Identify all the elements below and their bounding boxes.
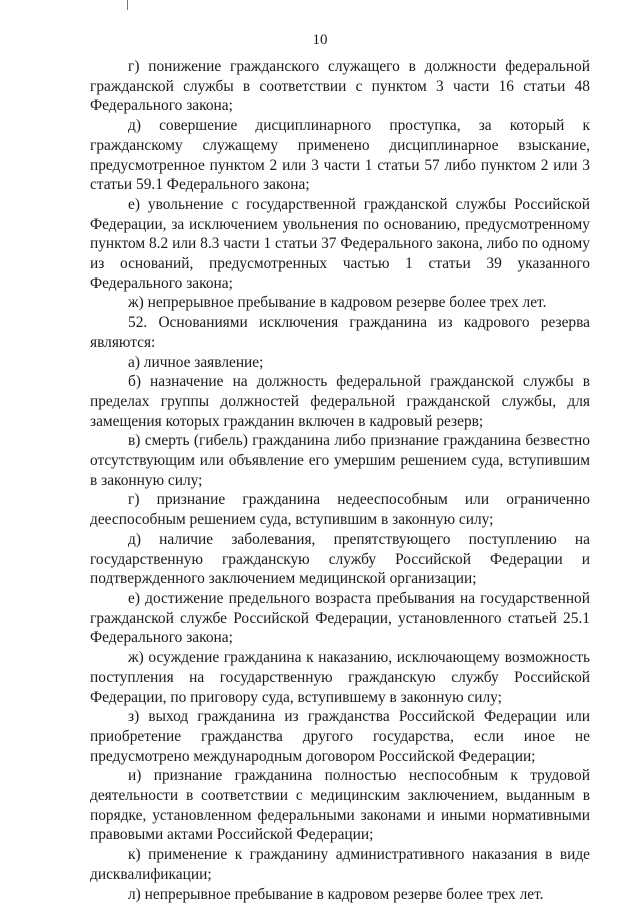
paragraph-d-misconduct: д) совершение дисциплинарного проступка, за который к гражданскому служащему применено дисциплинарное взыскание, предусмотренное пунктом 2 или 3 части 1 статьи 57 либо пунктом 2 или 3 статьи 59.1 Федерального закона; [90, 117, 590, 194]
paragraph-e-dismissal: е) увольнение с государственной гражданской службы Российской Федерации, за исключением увольнения по основанию, предусмотренному пунктом 8.2 или 8.3 части 1 статьи 37 Федерального закона, либо по одному из оснований, предусмотренных частью 1 статьи 39 указанного Федерального закона; [90, 195, 590, 292]
paragraph-k-disqualification: к) применение к гражданину административного наказания в виде дисквалификации; [90, 846, 590, 883]
paragraph-e-age-limit: е) достижение предельного возраста пребывания на государственной гражданской службе Российской Федерации, установленного статьей 25.1 Федерального закона; [90, 589, 590, 647]
paragraph-a-personal-statement: а) личное заявление; [128, 353, 264, 371]
paragraph-i-disability: и) признание гражданина полностью неспособным к трудовой деятельности в соответствии с медицинским заключением, выданным в порядке, установленном федеральными законами и иными нормативными правовыми актами Российской Федерации; [90, 767, 590, 844]
paragraph-52-heading: 52. Основаниями исключения гражданина из кадрового резерва являются: [90, 314, 590, 351]
paragraph-g-incapacity: г) признание гражданина недееспособным или ограниченно дееспособным решением суда, вступившим в законную силу; [90, 491, 590, 529]
paragraph-z-citizenship: з) выход гражданина из гражданства Российской Федерации или приобретение гражданства другого государства, если иное не предусмотрено международным договором Российской Федерации; [90, 708, 590, 765]
scan-mark [127, 0, 128, 10]
paragraph-b-appointment: б) назначение на должность федеральной гражданской службы в пределах группы должностей федеральной гражданской службы, для замещения которых гражданин включен в кадровый резерв; [90, 373, 590, 430]
document-body [90, 57, 590, 904]
page-number: 10 [312, 32, 328, 48]
paragraph-l-reserve-term: л) непрерывное пребывание в кадровом резерве более трех лет. [128, 885, 544, 903]
paragraph-zh-reserve-term: ж) непрерывное пребывание в кадровом резерве более трех лет. [128, 294, 547, 312]
paragraph-zh-conviction: ж) осуждение гражданина к наказанию, исключающему возможность поступления на государственную гражданскую службу Российской Федерации, по приговору суда, вступившему в законную силу; [90, 649, 590, 706]
paragraph-g-demotion: г) понижение гражданского служащего в должности федеральной гражданской службы в соответствии с пунктом 3 части 16 статьи 48 Федерального закона; [90, 58, 590, 115]
paragraph-d-illness: д) наличие заболевания, препятствующего поступлению на государственную гражданскую службу Российской Федерации и подтвержденного заключением медицинской организации; [90, 530, 590, 588]
paragraph-v-death: в) смерть (гибель) гражданина либо признание гражданина безвестно отсутствующим или объявление его умершим решением суда, вступившим в законную силу; [90, 432, 590, 489]
